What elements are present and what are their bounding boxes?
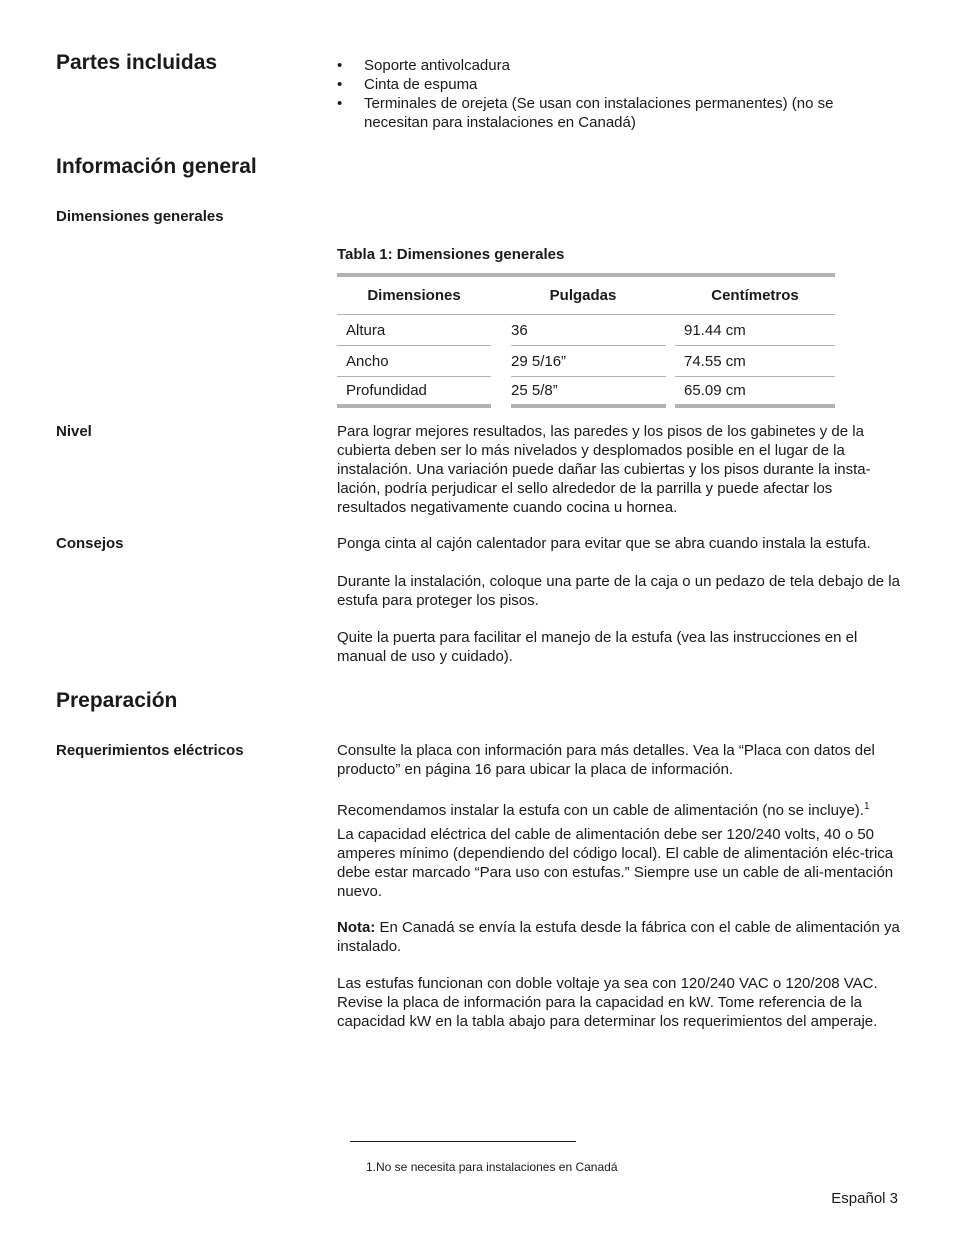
table-cell: Altura (337, 315, 491, 346)
table-cell: Ancho (337, 346, 491, 377)
table-cell: 65.09 cm (675, 377, 835, 408)
prep-note (337, 918, 902, 956)
consejos-p2: Durante la instalación, coloque una parte de la caja o un pedazo de tela debajo de la estufa para proteger los pisos. (337, 573, 900, 609)
note-label: Nota: (337, 919, 376, 936)
list-item: • Soporte antivolcadura (337, 56, 877, 75)
label-nivel: Nivel (56, 423, 92, 440)
table-cell: Profundidad (337, 377, 491, 408)
table-cell: 74.55 cm (675, 346, 835, 377)
consejos-p1: Ponga cinta al cajón calentador para evitar que se abra cuando instala la estufa. (337, 535, 871, 552)
footnote-ref: 1 (863, 801, 870, 812)
prep-p3: La capacidad eléctrica del cable de alimentación debe ser 120/240 volts, 40 o 50 amperes mínimo (dependiendo del código local). El cable de alimentación eléc-trica debe estar marcado “Para uso con estufas.” Siempre use un cable de ali-mentación nuevo. (337, 826, 894, 900)
table-cell: 29 5/16” (511, 346, 666, 377)
table-cell: 36 (511, 315, 666, 346)
prep-p2-text: Recomendamos instalar la estufa con un cable de alimentación (no se incluye). (337, 802, 864, 819)
prep-p2 (337, 801, 902, 820)
table-row (337, 377, 835, 408)
heading-informacion-general: Información general (56, 155, 257, 178)
heading-partes-incluidas: Partes incluidas (56, 51, 218, 74)
table-cell: 91.44 cm (675, 315, 835, 346)
column-header: Centímetros (711, 287, 799, 304)
footnote: 1.No se necesita para instalaciones en Canadá (366, 1160, 618, 1174)
column-header: Pulgadas (549, 287, 617, 304)
table-row (337, 346, 835, 377)
prep-p5: Las estufas funcionan con doble voltaje ya sea con 120/240 VAC o 120/208 VAC. Revise la placa de información para la capacidad en kW. Tome referencia de la capacidad kW en la tabla abajo para determinar los requerimientos del amperaje. (337, 975, 878, 1030)
subheading-dimensiones: Dimensiones generales (56, 208, 224, 225)
column-header: Dimensiones (367, 287, 461, 304)
consejos-p3: Quite la puerta para facilitar el manejo de la estufa (vea las instrucciones en el manual de uso y cuidado). (337, 629, 858, 665)
table-cell: 25 5/8” (511, 377, 666, 408)
heading-preparacion: Preparación (56, 689, 178, 712)
footnote-divider (350, 1141, 576, 1142)
parts-list (337, 56, 877, 132)
list-item: • Terminales de orejeta (Se usan con instalaciones permanentes) (no se necesitan para instalaciones en Canadá) (337, 94, 877, 132)
table-header (337, 277, 835, 315)
list-item: • Cinta de espuma (337, 75, 877, 94)
nivel-text: Para lograr mejores resultados, las paredes y los pisos de los gabinetes y de la cubierta deben ser lo más nivelados y desplomados posible en el lugar de la instalación. Una variación puede dañar las cubiertas y los pisos durante la insta-lación, podría perjudicar el sello alrededor de la parrilla y puede afectar los resultados negativamente cuando cocina u hornea. (337, 423, 871, 516)
prep-p1: Consulte la placa con información para más detalles. Vea la “Placa con datos del producto” en página 16 para ubicar la placa de información. (337, 742, 875, 778)
note-text: En Canadá se envía la estufa desde la fábrica con el cable de alimentación ya instalado. (337, 919, 900, 955)
table-row (337, 315, 835, 346)
dimensions-table (337, 273, 835, 408)
label-consejos: Consejos (56, 535, 124, 552)
page-number: Español 3 (831, 1190, 898, 1207)
label-requerimientos: Requerimientos eléctricos (56, 742, 244, 759)
table-title: Tabla 1: Dimensiones generales (337, 246, 565, 263)
